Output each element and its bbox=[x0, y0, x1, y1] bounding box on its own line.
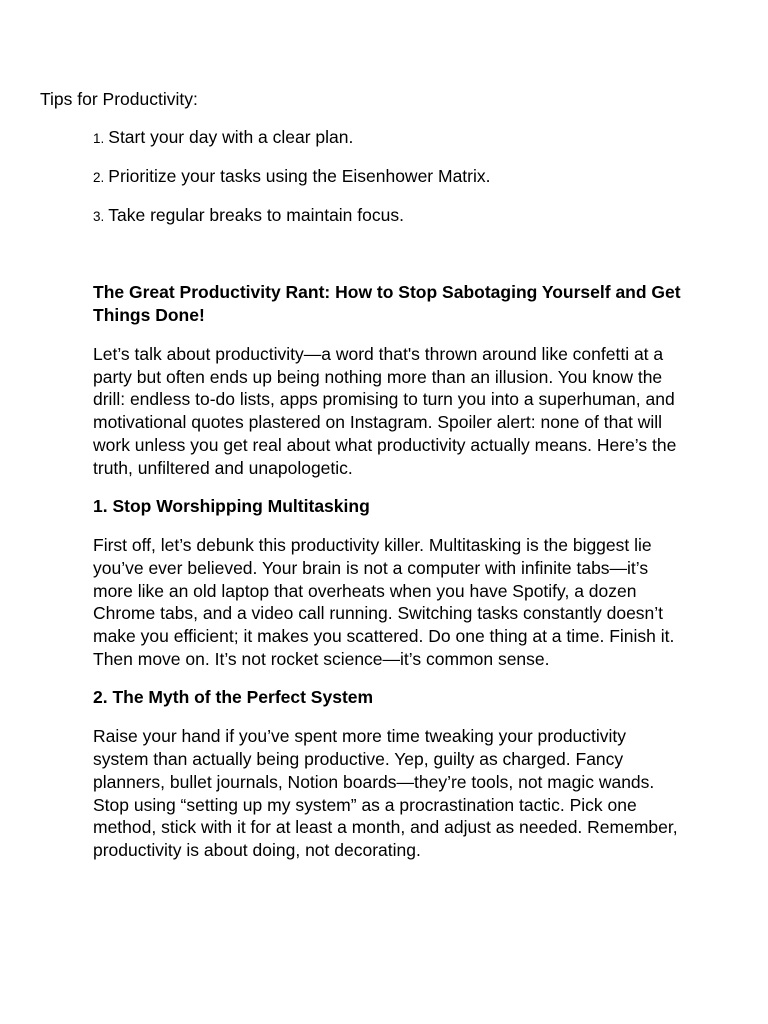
tip-text: Start your day with a clear plan. bbox=[108, 127, 354, 147]
tip-item bbox=[93, 165, 491, 204]
tip-text: Take regular breaks to maintain focus. bbox=[108, 205, 404, 225]
section-body-perfect-system: Raise your hand if you’ve spent more time tweaking your productivity system than actually being productive. Yep, guilty as charged. Fancy planners, bullet journals, Notion boards—they’re tools, not magic wands. Stop using “setting up my system” as a procrastination tactic. Pick one method, stick with it for at least a month, and adjust as needed. Remember, productivity is about doing, not decorating. bbox=[93, 726, 678, 860]
tip-text: Prioritize your tasks using the Eisenhower Matrix. bbox=[108, 166, 491, 186]
section-heading-multitasking: 1. Stop Worshipping Multitasking bbox=[93, 496, 370, 517]
section-body-multitasking: First off, let’s debunk this productivity killer. Multitasking is the biggest lie you’ve ever believed. Your brain is not a computer with infinite tabs—it’s more like an old laptop that overheats when you have Spotify, a dozen Chrome tabs, and a video call running. Switching tasks constantly doesn’t make you efficient; it makes you scattered. Do one thing at a time. Finish it. Then move on. It’s not rocket science—it’s common sense. bbox=[93, 535, 675, 669]
tip-number: 2. bbox=[93, 170, 105, 185]
section-heading-perfect-system: 2. The Myth of the Perfect System bbox=[93, 687, 374, 708]
tip-item bbox=[93, 126, 491, 165]
tip-number: 3. bbox=[93, 209, 105, 224]
tips-list bbox=[93, 126, 491, 243]
article-intro: Let’s talk about productivity—a word that's thrown around like confetti at a party but often ends up being nothing more than an illusion. You know the drill: endless to-do lists, apps promising to turn you into a superhuman, and motivational quotes plastered on Instagram. Spoiler alert: none of that will work unless you get real about what productivity actually means. Here’s the truth, unfiltered and unapologetic. bbox=[93, 344, 677, 478]
tips-heading: Tips for Productivity: bbox=[40, 89, 198, 109]
article bbox=[93, 281, 683, 878]
article-title: The Great Productivity Rant: How to Stop Sabotaging Yourself and Get Things Done! bbox=[93, 282, 681, 325]
tip-item bbox=[93, 204, 491, 243]
tip-number: 1. bbox=[93, 131, 105, 146]
